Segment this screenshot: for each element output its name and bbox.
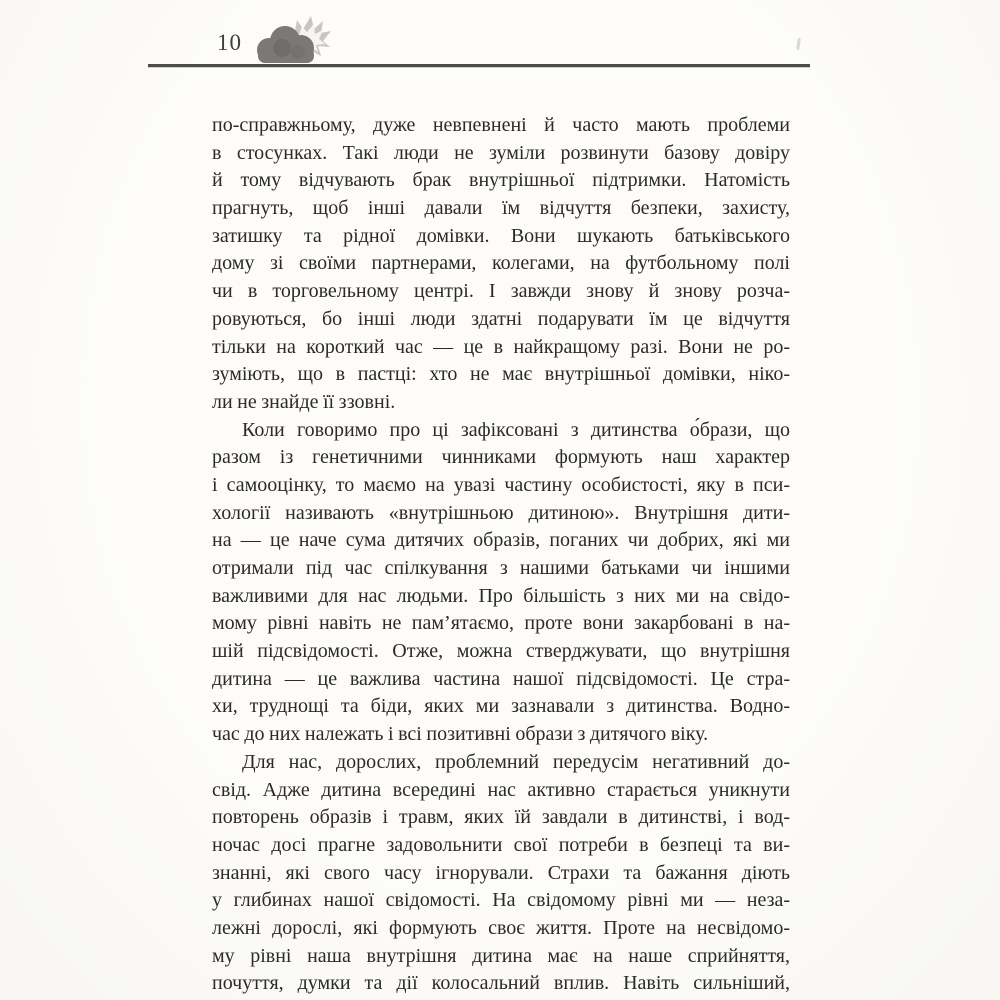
text-line: разом із генетичними чинниками формують наш характер xyxy=(212,446,790,469)
text-line: час до них належать і всі позитивні образи з дитячого віку. xyxy=(212,723,709,746)
text-line: знанні, які свого часу ігнорували. Страхи та бажання діють xyxy=(212,861,790,884)
text-line: на — це наче сума дитячих образів, поганих чи добрих, які ми xyxy=(212,529,790,552)
text-line: лежні дорослі, які формують своє життя. Проте на несвідомо- xyxy=(212,916,790,939)
text-line: мому рівні навіть не пам’ятаємо, проте вони закарбовані в на- xyxy=(212,612,790,635)
text-line: отримали під час спілкування з нашими батьками чи іншими xyxy=(212,557,790,579)
text-line: шій підсвідомості. Отже, можна стверджувати, що внутрішня xyxy=(212,640,790,663)
text-line: хи, труднощі та біди, яких ми зазнавали з дитинства. Водно- xyxy=(212,695,790,718)
page-number: 10 xyxy=(217,30,242,55)
text-line: тільки на короткий час — це в найкращому разі. Вони не ро- xyxy=(212,335,790,358)
text-line: дитина — це важлива частина нашої підсвідомості. Це стра- xyxy=(212,667,790,690)
text-line: му рівні наша внутрішня дитина має на наше сприйняття, xyxy=(212,944,790,967)
text-line: зуміють, що в пастці: хто не має внутрішньої домівки, ніко- xyxy=(212,363,790,386)
text-line: у глибинах нашої свідомості. На свідомому рівні ми — неза- xyxy=(212,889,790,912)
text-line: ровуються, бо інші люди здатні подарувати їм це відчуття xyxy=(212,307,790,330)
text-line: дому зі своїми партнерами, колегами, на футбольному полі xyxy=(212,252,790,275)
text-line: важливими для нас людьми. Про більшість з них ми на свідо- xyxy=(212,584,790,607)
text-line: хології називають «внутрішньою дитиною». Внутрішня дити- xyxy=(212,501,790,524)
text-line: затишку та рідної домівки. Вони шукають батьківського xyxy=(212,224,790,247)
text-line: в стосунках. Такі люди не зуміли розвинути базову довіру xyxy=(212,141,790,164)
text-line: ночас досі прагне задовольнити свої потреби в безпеці та ви- xyxy=(212,833,790,856)
text-line: Для нас, дорослих, проблемний передусім негативний до- xyxy=(242,750,790,773)
text-line: й тому відчувають брак внутрішньої підтримки. Натомість xyxy=(212,169,790,192)
text-line: почуття, думки та дії колосальний вплив. Навіть сильніший, xyxy=(212,972,790,995)
hedgehog-icon xyxy=(252,14,332,68)
text-line: чи в торговельному центрі. І завжди знову й знову розча- xyxy=(212,280,790,303)
text-line: Коли говоримо про ці зафіксовані з дитинства о́брази, що xyxy=(242,418,790,441)
text-line: по-справжньому, дуже невпевнені й часто мають проблеми xyxy=(212,114,790,136)
text-line: свід. Адже дитина всередині нас активно старається уникнути xyxy=(212,778,790,801)
text-line: повторень образів і травм, яких їй завдали в дитинстві, і вод- xyxy=(212,806,790,829)
text-line: ли не знайде її ззовні. xyxy=(212,390,396,413)
text-block xyxy=(212,112,790,998)
text-line: прагнуть, щоб інші давали їм відчуття безпеки, захисту, xyxy=(212,197,790,220)
scan-artifact xyxy=(796,38,801,50)
header-rule xyxy=(148,64,810,67)
text-line: і самооцінку, то маємо на увазі частину особистості, яку в пси- xyxy=(212,473,790,496)
